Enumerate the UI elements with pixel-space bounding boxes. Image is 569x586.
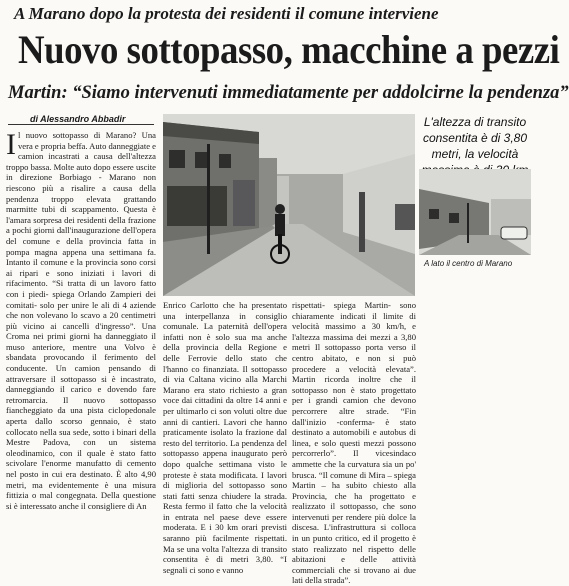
column-1-text: l nuovo sottopasso di Marano? Una vera e propria beffa. Auto danneggiate e camion incastrati a causa dell'altezza troppo bassa. Molte auto dopo essere uscite in direzione Borbiago - Marano non riescono più a risalire a causa della pendenza troppo elevata grattando marmitte tubi di scappamento. Questa è l'amara sorpresa dei residenti della frazione a pochi giorni dall'inaugurazione dell'opera del comune e della provincia fatta in pompa magna appena una settimana fa. Intanto il comune e la provincia sono corsi ai ripari e sono iniziati i lavori di rifacimento. “Si tratta di un lavoro fatto con i piedi- spiega Orlando Zampieri dei comitati- solo per unire le ali di 4 aziende che non volevano lo scavo a 20 centimetri più vicino ai cancelli d'ingresso”. Una Croma nei primi giorni ha danneggiato il muso anteriore, mentre una Volvo è sbandata provocando il ferimento del conducente. Un camion pensando di attraversare il sottopasso si è incastrato, danneggiando il carico e dovendo fare retromarcia. Il nuovo sottopasso fiancheggiato da una pista ciclopedonale aperta dallo scorso gennaio, è stato collocato nella sua sede, sotto i binari della Mestre Padova, con un sistema oleodinamico, con il quale è stato fatto scivolare l'enorme manufatto di cemento nel posto in cui era destinato. È alto 4,90 metri, ma evidentemente è una misura fittizia o mal congegnata. Della questione si è interessato anche il consigliere di An	[6, 130, 156, 511]
callout-text: L'altezza di transito consentita è di 3,80 metri, la velocità	[422, 115, 528, 161]
column-2-text: Enrico Carlotto che ha presentato una interpellanza in consiglio comunale. La paternità dell'opera infatti non è solo sua ma anche della provincia della Regione e delle Ferrovie dello stato che l'hanno co finanziata. Il sottopasso di via Caltana vicino alla Marchi Marano era stato richiesto a gran voce dai cittadini da oltre 14 anni e per ultimarlo ci son voluti oltre due anni di cantieri. Lavori che hanno praticamente isolato la frazione dal resto del territorio. La pendenza del sottopasso appena inaugurato però dopo qualche settimana visto le proteste è stata modificata. I lavori di miglioria del sottopasso sono stati fatti senza chiudere la strada. Resta fermo il fatto che la velocità in entrata nel paese deve essere moderata. E i 30 km orari previsti saranno più facilmente rispettati. Ma se una volta l'altezza di transito consentita è di metri 3,80. “I segnali ci sono e vanno	[163, 300, 287, 575]
byline: di Alessandro Abbadir	[30, 114, 126, 124]
street-photo-illustration	[163, 114, 415, 296]
article-column-1	[6, 130, 156, 542]
town-photo	[419, 169, 531, 255]
subheadline: Martin: “Siamo intervenuti immediatamente per addolcirne la pendenza”	[8, 83, 569, 103]
headline: Nuovo sottopasso, macchine a pezzi	[18, 27, 560, 72]
article-column-2	[163, 300, 287, 575]
article-column-3	[292, 300, 416, 586]
column-3-text: rispettati- spiega Martin- sono chiaramente indicati il limite di velocità massimo a 30 km/h, e l'altezza massima dei mezzi a 3,80 metri Il sottopasso porta verso il centro abitato, e non si può procedere a velocità elevata”. Martin ricorda inoltre che il sottopasso non è stato progettato per i grandi camion che devono percorrere altre strade. “Fin dall'inizio -conferma- è stato destinato a automobili e autobus di linea, e solo questi mezzi possono percorrerlo”. Il vicesindaco ammette che la curvatura sia un po' brusca. “Il comune di Mira – spiega Martin – ha subito chiesto alla Provincia, che ha progettato e realizzato il sottopasso, che sono intervenuti per rendere più dolce la discesa. L'infrastruttura si colloca in un punto critico, ed il progetto è stato realizzato nel rispetto delle abitazioni e delle attività commerciali che si trovano ai due lati della strada”.	[292, 300, 416, 586]
kicker: A Marano dopo la protesta dei residenti il comune interviene	[14, 4, 439, 23]
street-photo	[163, 114, 415, 296]
town-photo-illustration	[419, 169, 531, 255]
byline-rule	[8, 124, 154, 125]
drop-cap: I	[6, 128, 16, 161]
photo-caption: A lato il centro di Marano	[424, 259, 513, 268]
